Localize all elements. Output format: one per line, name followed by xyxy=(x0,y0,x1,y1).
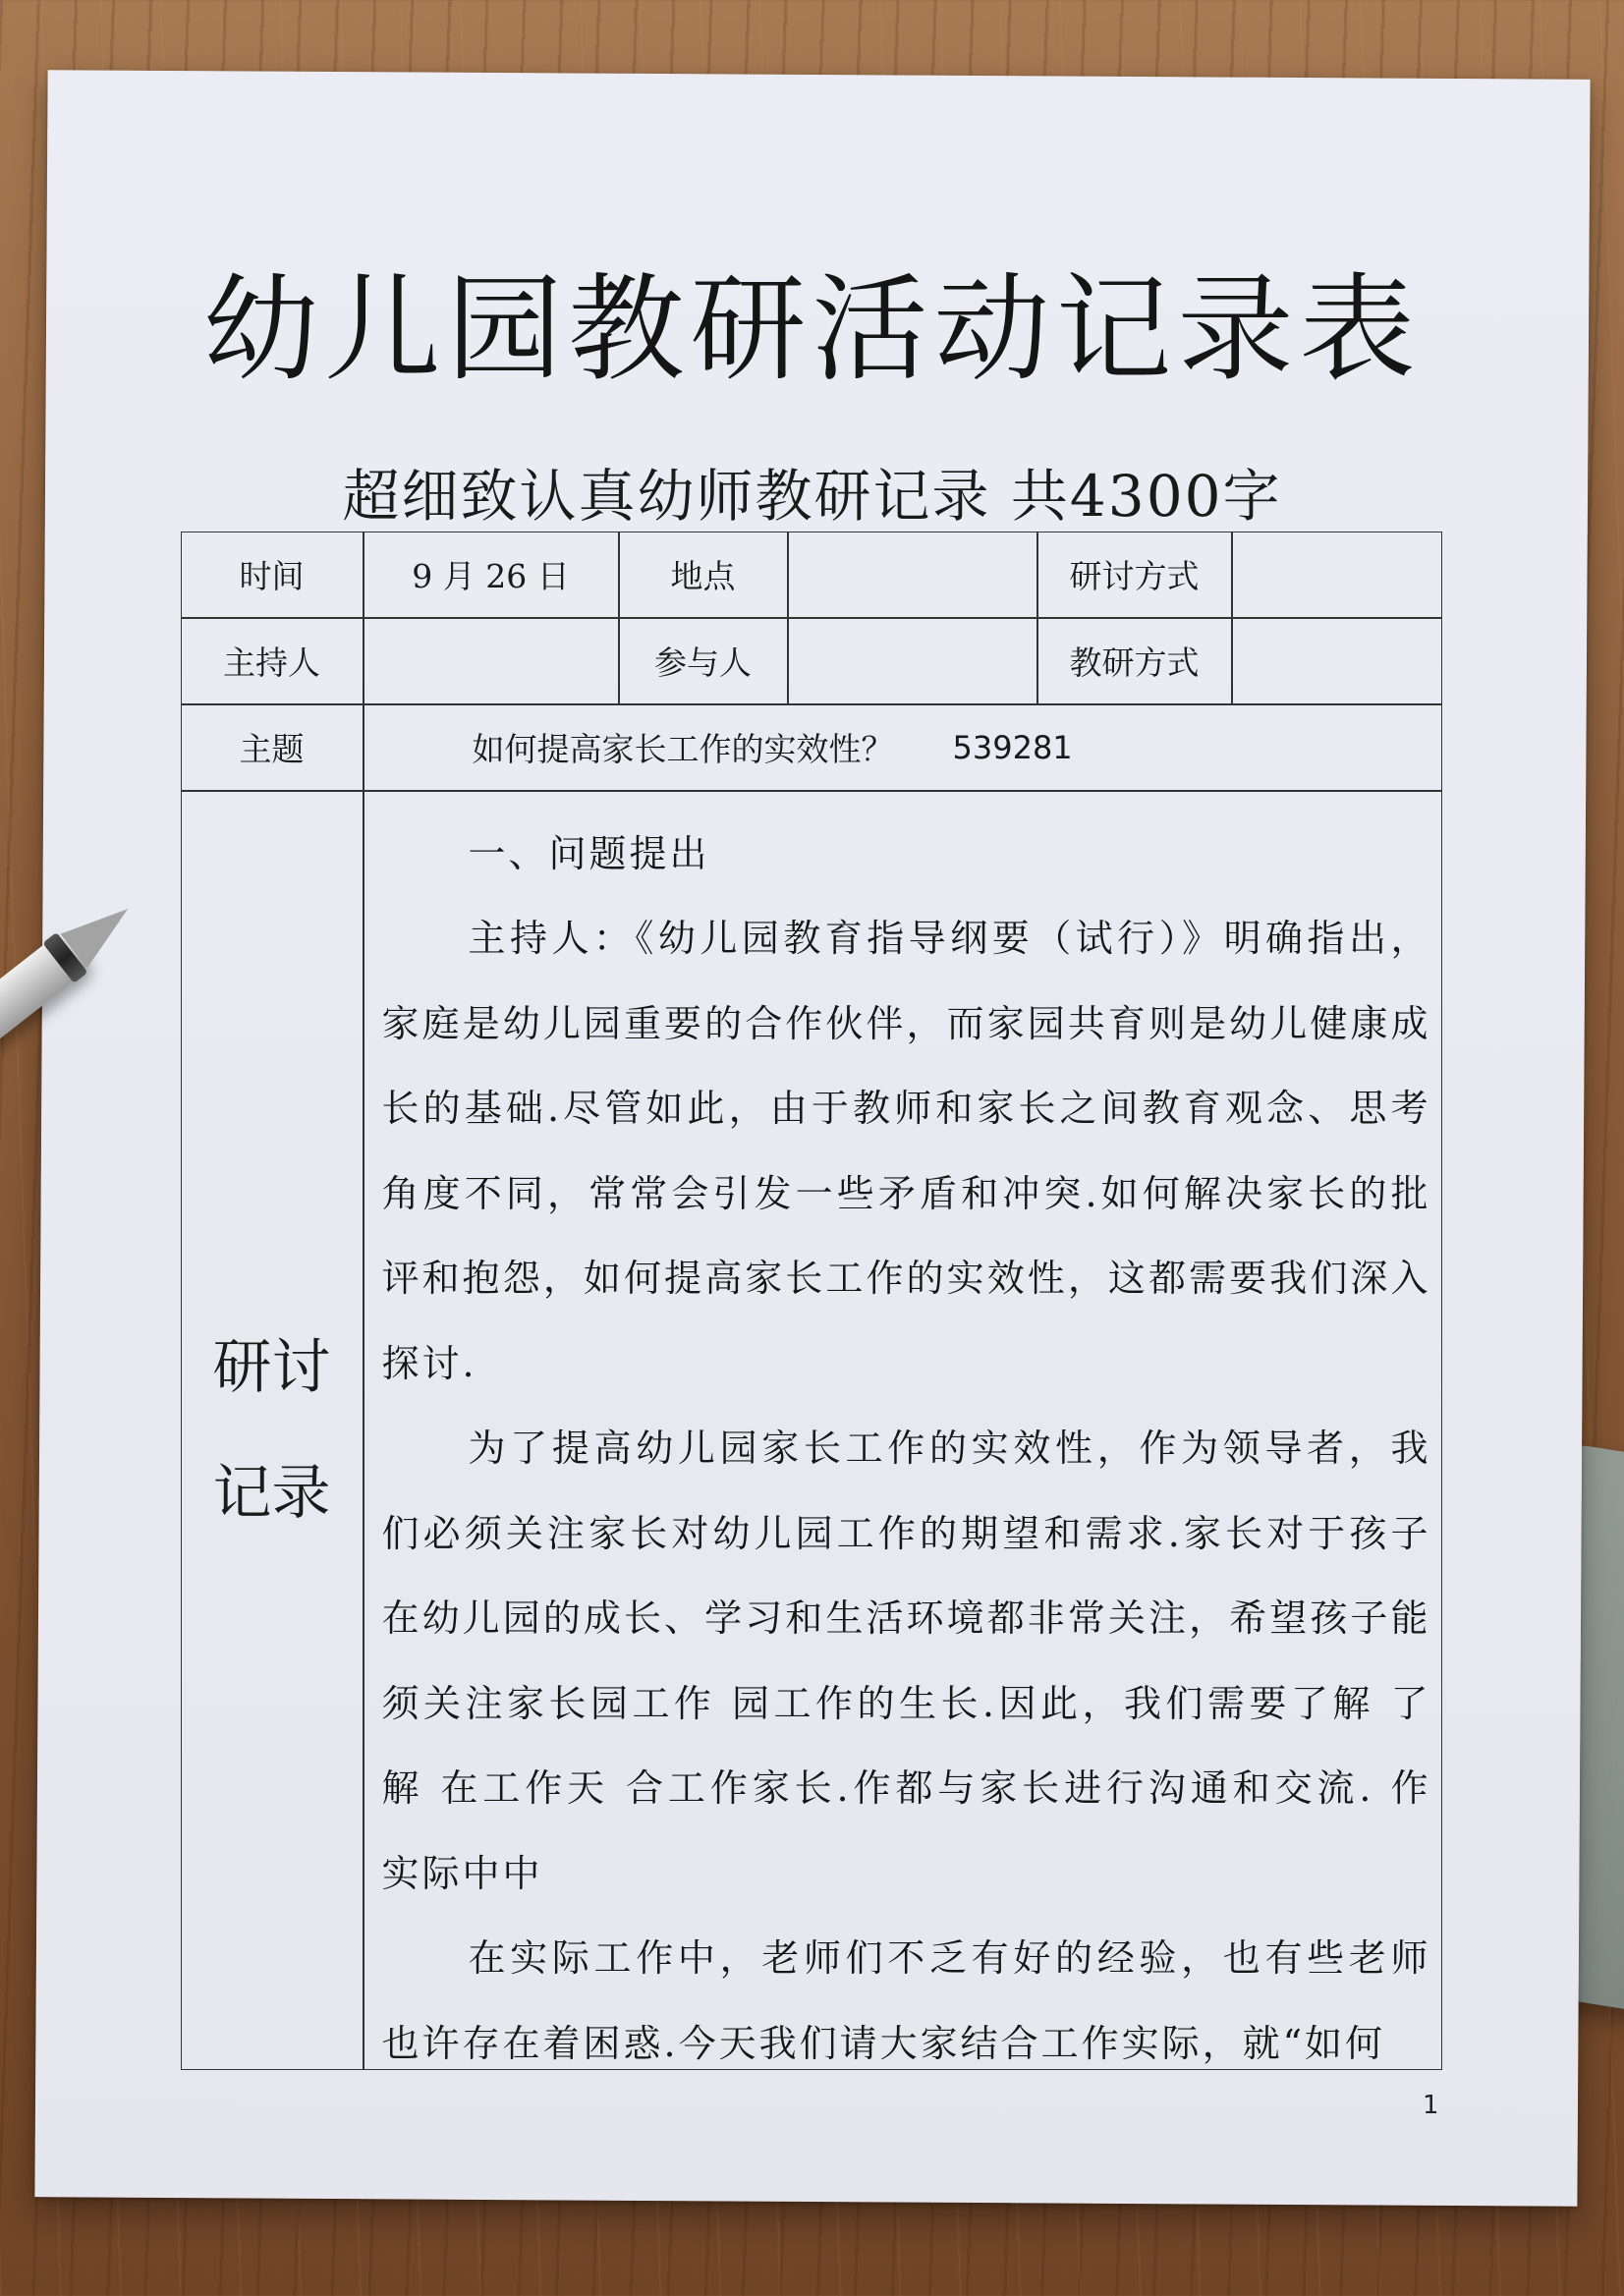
topic-cell xyxy=(364,704,1442,791)
topic-value: 如何提高家长工作的实效性？ xyxy=(472,730,894,768)
topic-code: 539281 xyxy=(952,728,1073,766)
time-label: 时间 xyxy=(181,532,364,618)
record-body xyxy=(364,791,1442,2070)
discussion-method-value xyxy=(1232,532,1442,618)
research-method-value xyxy=(1232,618,1442,704)
participants-value xyxy=(788,618,1037,704)
table-row-topic xyxy=(182,705,1443,792)
host-value xyxy=(364,618,619,704)
record-paragraph-heading: 一、问题提出 xyxy=(468,831,710,875)
record-paragraph-2: 为了提高幼儿园家长工作的实效性，作为领导者，我们必须关注家长对幼儿园工作的期望和需求.家长对于孩子在幼儿园的成长、学习和生活环境都非常关注，希望孩子能须关注家长园工作 园工作的生长.因此，我们需要了解 了解 在工作天 合工作家长.作都与家长进行沟通和交流. 作 实际中中 xyxy=(381,1427,1431,1895)
discussion-method-label: 研讨方式 xyxy=(1037,532,1232,618)
host-label: 主持人 xyxy=(181,618,364,704)
page-number: 1 xyxy=(1423,2091,1439,2120)
record-label-cell xyxy=(181,791,364,2070)
research-method-label: 教研方式 xyxy=(1037,618,1232,704)
record-label-line1: 研讨 xyxy=(212,1332,331,1402)
table-row-record xyxy=(182,792,1443,2071)
time-value: 9 月 26 日 xyxy=(364,532,619,618)
record-table xyxy=(182,532,1443,2071)
table-row-time xyxy=(182,532,1443,619)
topic-label: 主题 xyxy=(181,704,364,791)
place-value xyxy=(788,532,1037,618)
page-title: 幼儿园教研活动记录表 xyxy=(202,261,1422,397)
record-paragraph-1: 主持人：《幼儿园教育指导纲要（试行）》明确指出，家庭是幼儿园重要的合作伙伴，而家园共育则是幼儿健康成长的基础.尽管如此，由于教师和家长之间教育观念、思考角度不同，常常会引发一些矛盾和冲突.如何解决家长的批评和抱怨，如何提高家长工作的实效性，这都需要我们深入探讨. xyxy=(381,917,1431,1385)
place-label: 地点 xyxy=(619,532,788,618)
participants-label: 参与人 xyxy=(619,618,788,704)
record-label-line2: 记录 xyxy=(212,1458,331,1528)
table-row-host xyxy=(182,619,1443,705)
record-paragraph-3: 在实际工作中，老师们不乏有好的经验，也有些老师也许存在着困惑.今天我们请大家结合工作实际，就“如何 xyxy=(381,1936,1431,2065)
page-subtitle: 超细致认真幼师教研记录 共4300字 xyxy=(342,463,1282,530)
